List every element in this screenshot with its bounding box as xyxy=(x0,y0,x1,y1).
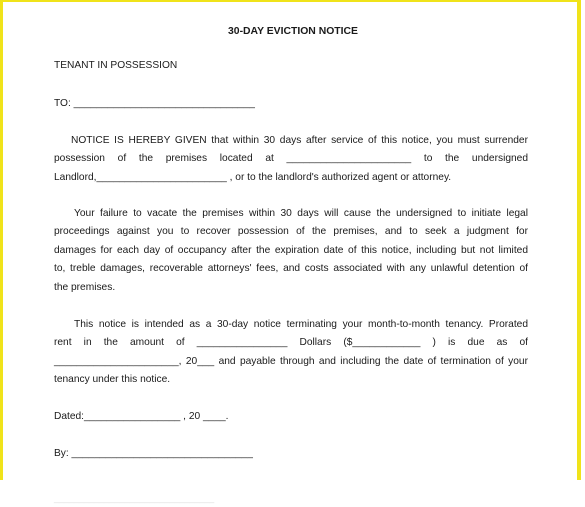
paragraph-line: proceedings against you to recover possession of the premises, and to seek a judgment for xyxy=(54,226,528,237)
to-line: TO: ________________________________ xyxy=(54,98,255,109)
paragraph-line: ______________________, 20___ and payable through and including the date of termination of your xyxy=(54,356,528,367)
tenant-heading: TENANT IN POSSESSION xyxy=(54,60,178,71)
document-title: 30-DAY EVICTION NOTICE xyxy=(228,26,358,37)
paragraph-line: Your failure to vacate the premises within 30 days will cause the undersigned to initiate legal xyxy=(74,208,528,219)
paragraph-line: the premises. xyxy=(54,282,116,293)
dated-line: Dated:_________________ , 20 ____. xyxy=(54,411,229,422)
faded-line: ________________________________ xyxy=(54,493,215,503)
paragraph-line: rent in the amount of ________________ Dollars ($____________ ) is due as of xyxy=(54,337,528,348)
paragraph-line: to, treble damages, recoverable attorneys' fees, and costs associated with any unlawful detention of xyxy=(54,263,528,274)
paragraph-line: possession of the premises located at ______________________ to the undersigned xyxy=(54,153,528,164)
paragraph-line: This notice is intended as a 30-day notice terminating your month-to-month tenancy. Prorated xyxy=(74,319,528,330)
paragraph-line: Landlord,_______________________ , or to the landlord's authorized agent or attorney. xyxy=(54,172,452,183)
paragraph-line: tenancy under this notice. xyxy=(54,374,171,385)
paragraph-line: NOTICE IS HEREBY GIVEN that within 30 days after service of this notice, you must surrender xyxy=(71,135,528,146)
paragraph-line: damages for each day of occupancy after the expiration date of this notice, including but not limited xyxy=(54,245,528,256)
signature-line: By: ________________________________ xyxy=(54,448,253,459)
